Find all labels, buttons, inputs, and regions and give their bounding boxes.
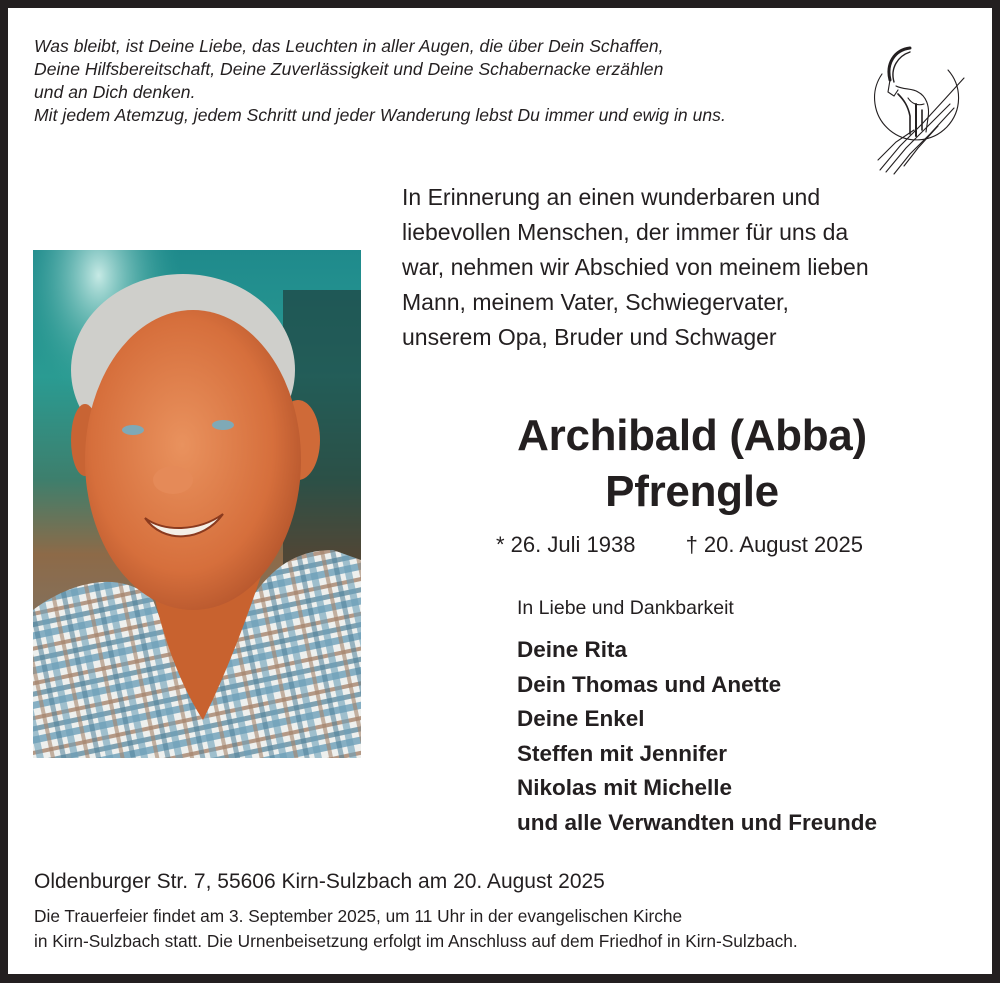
- mourner-item: Deine Rita: [517, 637, 628, 662]
- intro-line: liebevollen Menschen, der immer für uns da: [402, 219, 849, 245]
- quote-line: und an Dich denken.: [34, 82, 196, 102]
- intro-text: [402, 180, 962, 355]
- mourner-item: Dein Thomas und Anette: [517, 671, 782, 697]
- intro-line: unserem Opa, Bruder und Schwager: [402, 324, 777, 350]
- memorial-quote: [34, 35, 864, 127]
- mourner-item: und alle Verwandten und Freunde: [517, 809, 878, 835]
- intro-line: In Erinnerung an einen wunderbaren und: [402, 184, 821, 210]
- life-dates: [496, 530, 863, 560]
- birth-date: * 26. Juli 1938: [496, 532, 636, 557]
- intro-line: Mann, meinem Vater, Schwiegervater,: [402, 289, 789, 315]
- mourner-item: Nikolas mit Michelle: [517, 775, 733, 800]
- gratitude-line: In Liebe und Dankbarkeit: [517, 597, 734, 619]
- address-line: Oldenburger Str. 7, 55606 Kirn-Sulzbach am 20. August 2025: [34, 870, 605, 893]
- deceased-name-line2: Pfrengle: [605, 467, 779, 516]
- mourner-item: Steffen mit Jennifer: [517, 740, 728, 766]
- service-line: in Kirn-Sulzbach statt. Die Urnenbeisetzung erfolgt im Anschluss auf dem Friedhof in Kirn-Sulzbach.: [34, 931, 798, 951]
- death-date: † 20. August 2025: [685, 532, 863, 557]
- quote-line: Deine Hilfsbereitschaft, Deine Zuverlässigkeit und Deine Schabernacke erzählen: [34, 59, 664, 79]
- mourners-list: [517, 633, 877, 840]
- deceased-name-line1: Archibald (Abba): [517, 411, 867, 460]
- portrait-photo: [33, 250, 361, 758]
- service-info: [34, 904, 798, 954]
- quote-line: Was bleibt, ist Deine Liebe, das Leuchten in aller Augen, die über Dein Schaffen,: [34, 36, 664, 56]
- service-line: Die Trauerfeier findet am 3. September 2025, um 11 Uhr in der evangelischen Kirche: [34, 906, 683, 926]
- quote-line: Mit jedem Atemzug, jedem Schritt und jeder Wanderung lebst Du immer und ewig in uns.: [34, 105, 726, 125]
- intro-line: war, nehmen wir Abschied von meinem lieben: [402, 254, 869, 280]
- deceased-name: [392, 408, 992, 520]
- ibex-mountain-icon: [860, 34, 970, 176]
- portrait-illustration: [33, 250, 361, 758]
- obituary-card: [8, 8, 992, 974]
- mourner-item: Deine Enkel: [517, 706, 645, 731]
